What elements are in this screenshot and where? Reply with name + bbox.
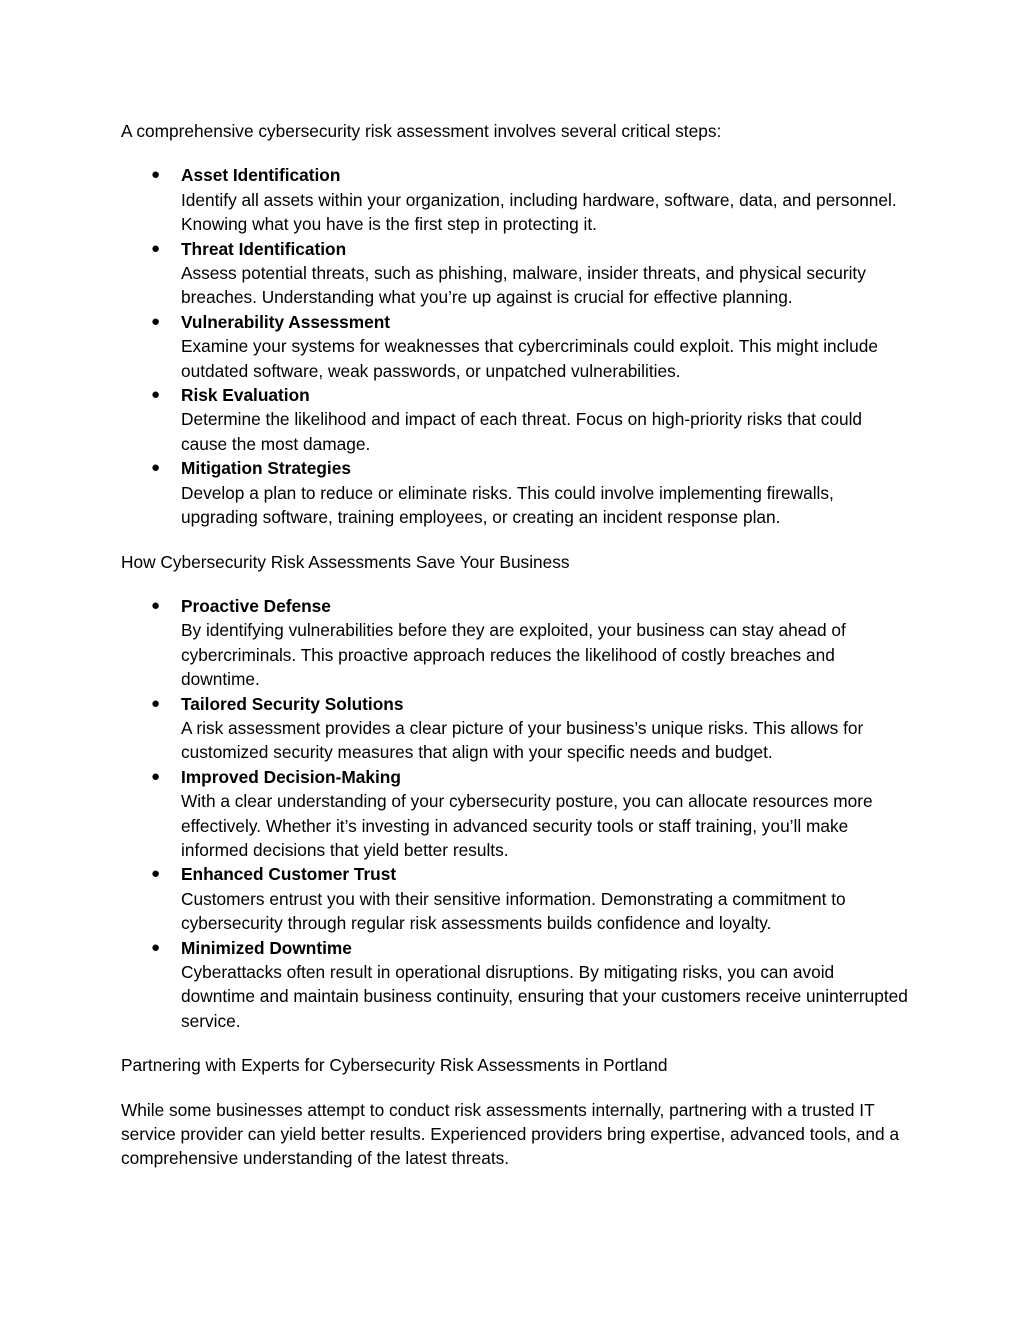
step-body: Determine the likelihood and impact of each threat. Focus on high-priority risks that could cause the most damage.	[181, 409, 863, 454]
benefit-title: Enhanced Customer Trust	[181, 864, 397, 885]
bullet-icon: ●	[151, 459, 161, 477]
bullet-icon: ●	[151, 166, 161, 184]
benefit-title: Minimized Downtime	[181, 937, 352, 958]
benefits-list	[121, 594, 911, 1033]
bullet-icon: ●	[151, 767, 161, 785]
benefit-body: Cyberattacks often result in operational disruptions. By mitigating risks, you can avoid downtime and maintain business continuity, ensuring that your customers receive uninterrupted service.	[181, 962, 908, 1031]
list-item	[121, 456, 911, 529]
step-title: Vulnerability Assessment	[181, 311, 391, 332]
step-body: Assess potential threats, such as phishing, malware, insider threats, and physical security breaches. Understanding what you’re up against is crucial for effective planning.	[181, 263, 866, 308]
benefit-title: Improved Decision-Making	[181, 766, 401, 787]
benefit-body: A risk assessment provides a clear picture of your business’s unique risks. This allows for customized security measures that align with your specific needs and budget.	[181, 717, 864, 763]
list-item	[121, 936, 911, 1034]
step-title: Risk Evaluation	[181, 385, 310, 406]
bullet-icon: ●	[151, 938, 161, 956]
list-item	[121, 310, 911, 383]
list-item	[121, 765, 911, 863]
step-body: Identify all assets within your organization, including hardware, software, data, and personnel. Knowing what you have is the first step in protecting it.	[181, 189, 897, 235]
bullet-icon: ●	[151, 386, 161, 404]
bullet-icon: ●	[151, 694, 161, 712]
benefit-title: Proactive Defense	[181, 595, 331, 616]
section-heading: How Cybersecurity Risk Assessments Save Your Business	[121, 551, 570, 572]
benefit-body: With a clear understanding of your cybersecurity posture, you can allocate resources more effectively. Whether it’s investing in advanced security tools or staff training, you’ll make informed decisions that yield better results.	[181, 791, 873, 860]
benefit-body: By identifying vulnerabilities before they are exploited, your business can stay ahead of cybercriminals. This proactive approach reduces the likelihood of costly breaches and downtime.	[181, 620, 846, 690]
list-item	[121, 862, 911, 935]
bullet-icon: ●	[151, 865, 161, 883]
list-item	[121, 692, 911, 765]
list-item	[121, 383, 911, 456]
step-body: Examine your systems for weaknesses that cybercriminals could exploit. This might include outdated software, weak passwords, or unpatched vulnerabilities.	[181, 336, 878, 381]
intro-paragraph: A comprehensive cybersecurity risk assessment involves several critical steps:	[121, 121, 722, 141]
bullet-icon: ●	[151, 239, 161, 257]
document-page	[121, 119, 911, 1171]
step-title: Threat Identification	[181, 238, 347, 259]
list-item	[121, 237, 911, 310]
step-body: Develop a plan to reduce or eliminate risks. This could involve implementing firewalls, upgrading software, training employees, or creating an incident response plan.	[181, 482, 834, 528]
list-item	[121, 594, 911, 692]
closing-paragraph: While some businesses attempt to conduct risk assessments internally, partnering with a trusted IT service provider can yield better results. Experienced providers bring expertise, advanced tools, and a comprehensive understanding of the latest threats.	[121, 1099, 900, 1169]
bullet-icon: ●	[151, 312, 161, 330]
step-title: Mitigation Strategies	[181, 458, 351, 479]
step-title: Asset Identification	[181, 165, 341, 186]
list-item	[121, 163, 911, 236]
section-heading: Partnering with Experts for Cybersecurity Risk Assessments in Portland	[121, 1055, 668, 1076]
bullet-icon: ●	[151, 596, 161, 614]
benefit-body: Customers entrust you with their sensitive information. Demonstrating a commitment to cybersecurity through regular risk assessments builds confidence and loyalty.	[181, 888, 846, 934]
steps-list	[121, 163, 911, 529]
benefit-title: Tailored Security Solutions	[181, 693, 404, 714]
